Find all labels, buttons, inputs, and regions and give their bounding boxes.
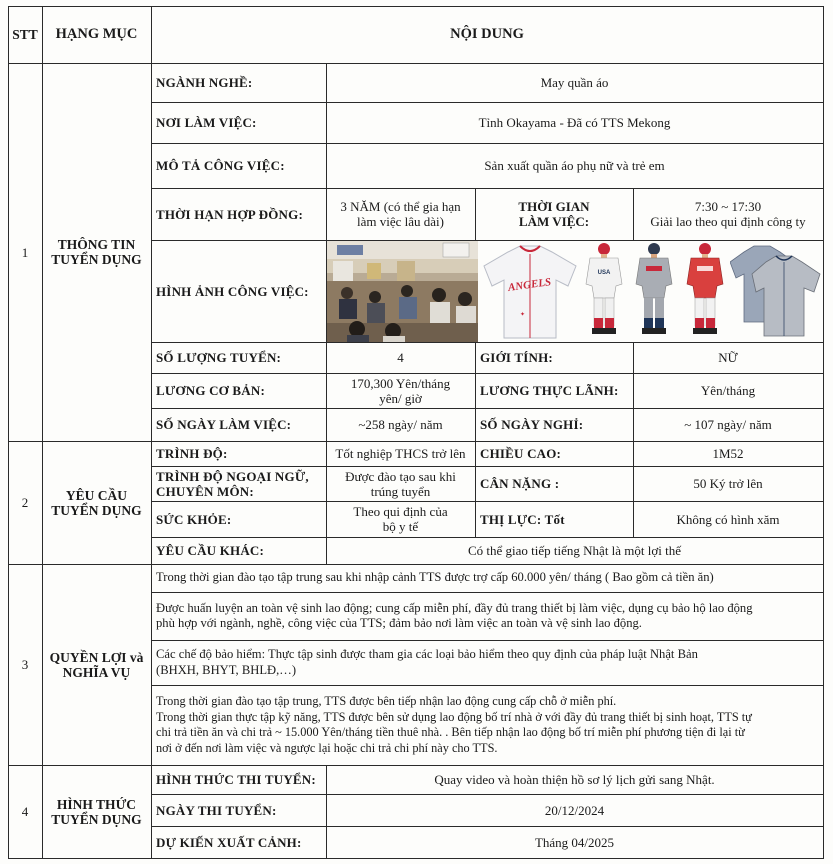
benefit-4-line-3: chi trả tiền ăn và chi trả ~ 15.000 Yên/tháng tiền thuê nhà. . Bên tiếp nhận lao động bố trí miễn phí phương tiện đi lại từ [156,725,745,739]
benefit-3-line-2: (BHXH, BHYT, BHLĐ,…) [156,662,297,677]
gender-value: NỮ [718,350,738,365]
net-salary-value: Yên/tháng [700,383,756,398]
header-stt: STT [12,27,38,42]
benefit-4-line-1: Trong thời gian đào tạo tập trung, TTS được bên tiếp nhận lao động cung cấp chỗ ở miễn phí. [156,694,617,708]
salary-line-1: 170,300 Yên/tháng [350,375,451,391]
salary-label: LƯƠNG CƠ BẢN: [156,383,266,398]
health-line-2: bộ y tế [382,519,419,534]
industry-value: May quần áo [540,75,609,90]
player-figure-1-image [582,242,626,340]
quantity-value: 4 [397,350,404,365]
section-4-number: 4 [21,804,29,819]
health-value [326,501,475,537]
education-label: TRÌNH ĐỘ: [156,446,228,461]
net-salary-label: LƯƠNG THỰC LÃNH: [480,383,619,398]
health-label: SỨC KHỎE: [156,511,232,527]
header-category: HẠNG MỤC [55,26,138,42]
description-label: MÔ TẢ CÔNG VIỆC: [156,158,285,173]
language-label [151,466,326,501]
worktime-label-line-1: THỜI GIAN [518,199,590,214]
section-2-number: 2 [21,495,29,510]
weight-label: CÂN NẶNG : [480,476,560,491]
factory-photo [327,241,478,342]
gender-label: GIỚI TÍNH: [480,350,553,365]
section-3-title: QUYỀN LỢI và NGHĨA VỤ [49,649,144,680]
workdays-value: ~258 ngày/ năm [358,417,443,432]
player-figure-2-image [632,242,676,340]
section-4-title: HÌNH THỨC TUYỂN DỤNG [51,796,142,827]
player-figure-3-image [683,242,727,340]
education-value: Tốt nghiệp THCS trở lên [335,446,466,461]
section-1-title: THÔNG TIN TUYỂN DỤNG [51,237,142,267]
section-3-number: 3 [21,657,29,672]
health-line-1: Theo qui định của [353,504,448,519]
language-label-line-1: TRÌNH ĐỘ NGOẠI NGỮ, [156,468,309,484]
height-value: 1M52 [712,446,744,461]
section-1-number: 1 [21,244,29,260]
salary-line-2: yên/ giờ [379,390,422,406]
contract-line-1: 3 NĂM (có thể gia hạn [340,199,461,214]
benefit-allowance [151,564,823,592]
language-line-1: Được đào tạo sau khi [345,468,456,484]
salary-value [326,373,475,408]
section-2-title: YÊU CẦU TUYỂN DỤNG [51,487,142,518]
workplace-value: Tỉnh Okayama - Đã có TTS Mekong [478,115,671,130]
daysoff-value: ~ 107 ngày/ năm [684,417,772,432]
worktime-line-2: Giải lao theo qui định công ty [650,214,806,229]
contract-line-2: làm việc lâu dài) [357,214,444,229]
workdays-label: SỐ NGÀY LÀM VIỆC: [156,417,292,432]
workplace-label: NƠI LÀM VIỆC: [156,115,257,130]
departure-value: Tháng 04/2025 [534,834,615,850]
worktime-value [633,188,823,240]
worktime-label-line-2: LÀM VIỆC: [518,214,590,229]
other-requirements-label: YÊU CẦU KHÁC: [156,543,265,558]
exam-method-value: Quay video và hoàn thiện hồ sơ lý lịch gửi sang Nhật. [434,772,715,787]
benefit-2-line-1: Được huấn luyện an toàn vệ sinh lao động; cung cấp miễn phí, đầy đủ trang thiết bị làm việc, dụng cụ bảo hộ lao động [156,600,753,615]
daysoff-label: SỐ NGÀY NGHỈ: [480,417,584,432]
weight-value: 50 Ký trở lên [693,476,763,491]
exam-method-label: HÌNH THỨC THI TUYỂN: [156,772,316,787]
benefit-insurance [151,640,823,685]
exam-date-label: NGÀY THI TUYỂN: [156,802,277,818]
jersey-text: ANGELS [507,276,552,294]
height-label: CHIỀU CAO: [480,446,562,461]
language-label-line-2: CHUYÊN MÔN: [156,483,254,499]
vision-value: Không có hình xăm [676,511,780,527]
vision-label: THỊ LỰC: Tốt [480,511,565,527]
svg-text:✦: ✦ [520,312,526,318]
benefit-4-line-2: Trong thời gian thực tập kỹ năng, TTS được bên sử dụng lao động bố trí nhà ở với đầy đủ trang thiết bị sinh hoạt, TTS tự [156,709,752,724]
exam-date-value: 20/12/2024 [544,802,605,818]
benefit-safety [151,592,823,640]
worktime-line-1: 7:30 ~ 17:30 [694,199,762,214]
header-content: NỘI DUNG [450,26,524,42]
contract-label: THỜI HẠN HỢP ĐỒNG: [156,206,303,222]
quantity-label: SỐ LƯỢNG TUYỂN: [156,350,282,365]
worktime-label [475,188,633,240]
benefit-3-line-1: Các chế độ bảo hiểm: Thực tập sinh được tham gia các loại bảo hiểm theo quy định của pháp luật Nhật Bản [156,647,698,661]
player-1-jersey-text: USA [597,270,611,276]
benefit-2-line-2: phù hợp với ngành, nghề, công việc của TTS; đảm bảo nơi làm việc an toàn và vệ sinh lao động. [156,616,642,630]
departure-label: DỰ KIẾN XUẤT CẢNH: [156,834,302,850]
grey-jerseys-image [730,244,822,338]
benefit-4-line-4: nơi ở đến nơi làm việc và ngược lại hoặc chi trả chi phí này cho TTS. [156,740,498,755]
benefit-housing [151,685,823,765]
white-jersey-image [480,244,580,340]
language-line-2: trúng tuyển [370,483,431,499]
other-requirements-value: Có thể giao tiếp tiếng Nhật là một lợi thế [467,543,682,558]
benefit-1-line-1: Trong thời gian đào tạo tập trung sau khi nhập cảnh TTS được trợ cấp 60.000 yên/ tháng ( Bao gồm cả tiền ăn) [156,570,714,585]
description-value: Sản xuất quần áo phụ nữ và trẻ em [484,158,665,173]
language-value [326,466,475,501]
contract-value [326,188,475,240]
images-label: HÌNH ẢNH CÔNG VIỆC: [156,283,309,299]
industry-label: NGÀNH NGHỀ: [156,75,253,90]
